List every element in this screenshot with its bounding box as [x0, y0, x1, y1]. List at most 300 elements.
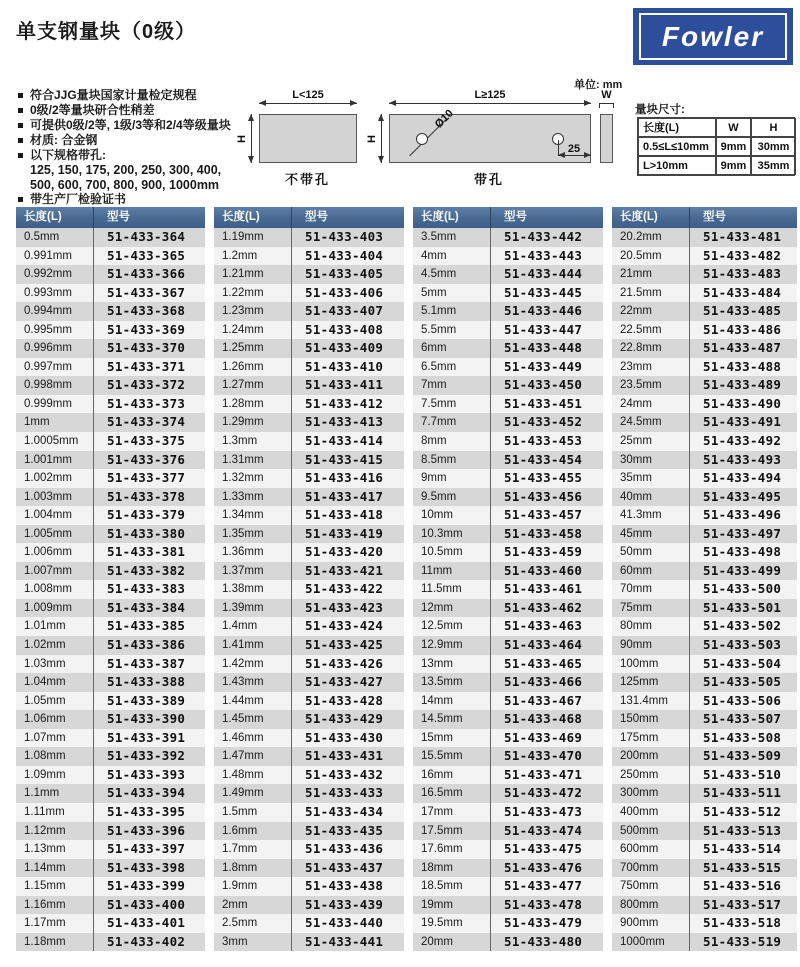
width-dim-label: W [601, 89, 612, 101]
table-row [612, 395, 797, 414]
length-cell: 1.5mm [222, 805, 258, 818]
length-cell: 12.5mm [421, 620, 463, 633]
model-cell: 51-433-513 [689, 822, 797, 841]
length-cell: 22.5mm [620, 323, 662, 336]
fowler-logo [633, 8, 793, 65]
bullet-square-icon [18, 153, 23, 158]
length-cell: 1.37mm [222, 564, 264, 577]
model-cell: 51-433-474 [490, 822, 603, 841]
length-cell: 10.5mm [421, 546, 463, 559]
table-row [214, 358, 404, 377]
model-cell: 51-433-469 [490, 729, 603, 748]
model-cell: 51-433-492 [689, 432, 797, 451]
length-cell: 18.5mm [421, 880, 463, 893]
hole-offset-label: 25 [567, 143, 581, 155]
model-cell: 51-433-454 [490, 451, 603, 470]
length-cell: 4mm [421, 249, 447, 262]
model-cell: 51-433-386 [93, 636, 205, 655]
length-cell: 7.7mm [421, 416, 457, 429]
model-cell: 51-433-484 [689, 284, 797, 303]
table-row [214, 692, 404, 711]
model-cell: 51-433-503 [689, 636, 797, 655]
table-header-row [16, 207, 205, 228]
table-row [612, 840, 797, 859]
table-row [413, 395, 603, 414]
length-cell: 1.08mm [24, 750, 66, 763]
table-row [413, 451, 603, 470]
table-row [214, 580, 404, 599]
length-cell: 7.5mm [421, 397, 457, 410]
feature-text: 0级/2等量块研合性稍差 [30, 103, 155, 117]
model-cell: 51-433-438 [291, 877, 404, 896]
model-cell: 51-433-504 [689, 655, 797, 674]
model-cell: 51-433-501 [689, 599, 797, 618]
length-cell: 9mm [421, 472, 447, 485]
model-cell: 51-433-437 [291, 859, 404, 878]
length-cell: 0.993mm [24, 286, 72, 299]
model-cell: 51-433-456 [490, 488, 603, 507]
length-cell: 1.32mm [222, 472, 264, 485]
model-cell: 51-433-489 [689, 376, 797, 395]
gauge-block-no-hole [259, 114, 357, 163]
model-cell: 51-433-472 [490, 784, 603, 803]
length-cell: 1.47mm [222, 750, 264, 763]
table-row [214, 451, 404, 470]
size-table-title: 量块尺寸: [635, 104, 685, 116]
length-cell: 35mm [620, 472, 652, 485]
length-cell: 13.5mm [421, 676, 463, 689]
length-cell: 800mm [620, 898, 659, 911]
length-cell: 1.31mm [222, 453, 264, 466]
model-cell: 51-433-418 [291, 506, 404, 525]
table-row [214, 469, 404, 488]
model-cell: 51-433-397 [93, 840, 205, 859]
length-cell: 1.11mm [24, 805, 65, 818]
length-cell: 19.5mm [421, 917, 463, 930]
length-cell: 10.3mm [421, 527, 463, 540]
model-cell: 51-433-414 [291, 432, 404, 451]
length-cell: 24.5mm [620, 416, 662, 429]
table-row [214, 488, 404, 507]
length-cell: 1.44mm [222, 694, 264, 707]
table-row [16, 784, 205, 803]
size-table-cell: 35mm [751, 156, 796, 175]
length-cell: 500mm [620, 824, 659, 837]
model-cell: 51-433-430 [291, 729, 404, 748]
table-row [413, 321, 603, 340]
length-cell: 1.09mm [24, 768, 66, 781]
model-cell: 51-433-406 [291, 284, 404, 303]
table-row [612, 673, 797, 692]
model-cell: 51-433-511 [689, 784, 797, 803]
table-row [612, 599, 797, 618]
product-table-3 [413, 207, 603, 951]
model-cell: 51-433-421 [291, 562, 404, 581]
table-row [612, 655, 797, 674]
table-row [612, 506, 797, 525]
table-row [413, 896, 603, 915]
model-cell: 51-433-433 [291, 784, 404, 803]
hole-diameter-label: Ø10 [432, 107, 456, 131]
model-cell: 51-433-400 [93, 896, 205, 915]
model-cell: 51-433-496 [689, 506, 797, 525]
table-row [214, 432, 404, 451]
length-cell: 1.7mm [222, 843, 258, 856]
table-row [612, 432, 797, 451]
table-row [214, 395, 404, 414]
length-cell: 1.28mm [222, 397, 264, 410]
length-cell: 14mm [421, 694, 453, 707]
model-cell: 51-433-485 [689, 302, 797, 321]
model-cell: 51-433-516 [689, 877, 797, 896]
product-table-4 [612, 207, 797, 951]
table-row [612, 803, 797, 822]
model-cell: 51-433-372 [93, 376, 205, 395]
table-row [413, 339, 603, 358]
table-row [214, 506, 404, 525]
size-table-cell: L>10mm [638, 156, 716, 175]
table-row [612, 376, 797, 395]
table-row [214, 710, 404, 729]
model-cell: 51-433-451 [490, 395, 603, 414]
length-cell: 1.12mm [24, 824, 66, 837]
model-cell: 51-433-468 [490, 710, 603, 729]
model-cell: 51-433-407 [291, 302, 404, 321]
feature-text: 可提供0级/2等, 1级/3等和2/4等级量块 [30, 118, 231, 132]
length-cell: 1.34mm [222, 509, 264, 522]
length-cell: 12.9mm [421, 639, 463, 652]
length-cell: 131.4mm [620, 694, 668, 707]
length-cell: 1.29mm [222, 416, 264, 429]
dimension-line [381, 114, 382, 163]
model-cell: 51-433-515 [689, 859, 797, 878]
model-cell: 51-433-388 [93, 673, 205, 692]
model-cell: 51-433-445 [490, 284, 603, 303]
length-cell: 1.16mm [24, 898, 66, 911]
model-cell: 51-433-432 [291, 766, 404, 785]
model-cell: 51-433-412 [291, 395, 404, 414]
table-row [214, 228, 404, 247]
length-cell: 1.18mm [24, 935, 66, 948]
bullet-square-icon [18, 108, 23, 113]
fowler-logo-border [639, 13, 787, 60]
model-cell: 51-433-518 [689, 914, 797, 933]
length-cell: 1.01mm [24, 620, 66, 633]
length-cell: 1.19mm [222, 231, 264, 243]
length-cell: 0.997mm [24, 360, 72, 373]
feature-item [16, 103, 254, 118]
length-cell: 1.9mm [222, 880, 258, 893]
model-cell: 51-433-470 [490, 747, 603, 766]
model-cell: 51-433-382 [93, 562, 205, 581]
length-cell: 0.5mm [24, 231, 60, 243]
model-cell: 51-433-395 [93, 803, 205, 822]
length-cell: 1.06mm [24, 713, 66, 726]
length-cell: 1.001mm [24, 453, 72, 466]
model-cell: 51-433-473 [490, 803, 603, 822]
length-cell: 75mm [620, 601, 652, 614]
length-cell: 1.002mm [24, 472, 72, 485]
model-cell: 51-433-415 [291, 451, 404, 470]
bullet-square-icon [18, 138, 23, 143]
model-cell: 51-433-387 [93, 655, 205, 674]
table-row [16, 228, 205, 247]
size-table-header: H [751, 118, 796, 137]
table-row [612, 914, 797, 933]
length-cell: 1.3mm [222, 435, 258, 448]
table-row [16, 729, 205, 748]
table-row [16, 599, 205, 618]
table-row [413, 432, 603, 451]
table-row [16, 413, 205, 432]
table-row [413, 562, 603, 581]
table-row [612, 877, 797, 896]
model-cell: 51-433-486 [689, 321, 797, 340]
model-cell: 51-433-426 [291, 655, 404, 674]
model-cell: 51-433-460 [490, 562, 603, 581]
table-row [413, 525, 603, 544]
size-table-cell: 9mm [716, 156, 751, 175]
length-cell: 1.02mm [24, 639, 66, 652]
table-row [214, 339, 404, 358]
table-row [16, 803, 205, 822]
length-cell: 17.6mm [421, 843, 463, 856]
length-cell: 1.0005mm [24, 435, 79, 448]
length-cell: 0.996mm [24, 342, 72, 355]
length-cell: 1.26mm [222, 360, 264, 373]
model-cell: 51-433-464 [490, 636, 603, 655]
size-table-cell: 0.5≤L≤10mm [638, 137, 716, 156]
length-cell: 0.991mm [24, 249, 72, 262]
column-header-length: 长度(L) [421, 211, 459, 223]
height-dim-label: H [365, 135, 378, 143]
length-cell: 1.4mm [222, 620, 258, 633]
table-row [413, 302, 603, 321]
feature-text: 带生产厂检验证书 [30, 192, 127, 206]
length-cell: 8.5mm [421, 453, 457, 466]
table-header-row [612, 207, 797, 228]
model-cell: 51-433-477 [490, 877, 603, 896]
length-cell: 125mm [620, 676, 659, 689]
table-row [612, 617, 797, 636]
dimension-line [389, 103, 591, 104]
length-cell: 1.15mm [24, 880, 66, 893]
length-cell: 1.008mm [24, 583, 72, 596]
model-cell: 51-433-467 [490, 692, 603, 711]
model-cell: 51-433-442 [490, 228, 603, 247]
model-cell: 51-433-374 [93, 413, 205, 432]
table-row [413, 228, 603, 247]
length-cell: 5.5mm [421, 323, 457, 336]
length-cell: 20.5mm [620, 249, 662, 262]
model-cell: 51-433-401 [93, 914, 205, 933]
length-cell: 700mm [620, 861, 659, 874]
model-cell: 51-433-480 [490, 933, 603, 952]
length-cell: 1mm [24, 416, 50, 429]
column-header-length: 长度(L) [222, 211, 260, 223]
model-cell: 51-433-497 [689, 525, 797, 544]
table-body [16, 228, 205, 951]
dimension-line [599, 103, 614, 108]
size-table [637, 117, 795, 176]
length-cell: 40mm [620, 490, 652, 503]
model-cell: 51-433-440 [291, 914, 404, 933]
length-cell: 100mm [620, 657, 659, 670]
model-cell: 51-433-369 [93, 321, 205, 340]
hole-sizes-line: 125, 150, 175, 200, 250, 300, 400, [30, 163, 222, 177]
length-cell: 1.42mm [222, 657, 264, 670]
dimension-line [251, 114, 252, 163]
length-cell: 1.23mm [222, 305, 264, 318]
model-cell: 51-433-507 [689, 710, 797, 729]
length-cell: 45mm [620, 527, 652, 540]
model-cell: 51-433-443 [490, 247, 603, 266]
model-cell: 51-433-441 [291, 933, 404, 952]
length-cell: 1.27mm [222, 379, 264, 392]
model-cell: 51-433-368 [93, 302, 205, 321]
no-hole-caption: 不带孔 [285, 172, 331, 187]
length-cell: 17mm [421, 805, 453, 818]
column-header-model: 型号 [689, 207, 797, 228]
model-cell: 51-433-475 [490, 840, 603, 859]
model-cell: 51-433-428 [291, 692, 404, 711]
length-cell: 6.5mm [421, 360, 457, 373]
table-row [612, 339, 797, 358]
model-cell: 51-433-493 [689, 451, 797, 470]
model-cell: 51-433-483 [689, 265, 797, 284]
feature-item [16, 118, 254, 133]
model-cell: 51-433-490 [689, 395, 797, 414]
length-cell: 175mm [620, 731, 659, 744]
feature-text: 以下规格带孔: [30, 148, 106, 162]
table-row [214, 877, 404, 896]
model-cell: 51-433-379 [93, 506, 205, 525]
table-row [16, 673, 205, 692]
length-cell: 25mm [620, 435, 652, 448]
model-cell: 51-433-373 [93, 395, 205, 414]
model-cell: 51-433-403 [291, 228, 404, 247]
table-row [16, 766, 205, 785]
table-row [612, 747, 797, 766]
length-cell: 8mm [421, 435, 447, 448]
table-row [612, 488, 797, 507]
length-cell: 1.005mm [24, 527, 72, 540]
model-cell: 51-433-370 [93, 339, 205, 358]
length-cell: 23mm [620, 360, 652, 373]
length-cell: 0.998mm [24, 379, 72, 392]
model-cell: 51-433-393 [93, 766, 205, 785]
table-row [16, 617, 205, 636]
length-cell: 6mm [421, 342, 447, 355]
model-cell: 51-433-494 [689, 469, 797, 488]
length-cell: 20.2mm [620, 231, 662, 243]
model-cell: 51-433-435 [291, 822, 404, 841]
table-row [16, 543, 205, 562]
table-body [214, 228, 404, 951]
table-row [612, 636, 797, 655]
model-cell: 51-433-375 [93, 432, 205, 451]
model-cell: 51-433-429 [291, 710, 404, 729]
feature-item [16, 133, 254, 148]
model-cell: 51-433-434 [291, 803, 404, 822]
model-cell: 51-433-377 [93, 469, 205, 488]
length-cell: 1.48mm [222, 768, 264, 781]
table-row [214, 599, 404, 618]
length-cell: 0.994mm [24, 305, 72, 318]
table-row [413, 933, 603, 952]
model-cell: 51-433-452 [490, 413, 603, 432]
length-cell: 15mm [421, 731, 453, 744]
model-cell: 51-433-471 [490, 766, 603, 785]
table-row [214, 766, 404, 785]
table-row [16, 877, 205, 896]
table-row [413, 877, 603, 896]
model-cell: 51-433-394 [93, 784, 205, 803]
length-cell: 15.5mm [421, 750, 463, 763]
table-row [612, 729, 797, 748]
model-cell: 51-433-488 [689, 358, 797, 377]
table-row [214, 525, 404, 544]
model-cell: 51-433-457 [490, 506, 603, 525]
length-cell: 2.5mm [222, 917, 258, 930]
length-cell: 5mm [421, 286, 447, 299]
table-row [413, 265, 603, 284]
length-cell: 17.5mm [421, 824, 463, 837]
length-cell: 1.03mm [24, 657, 66, 670]
length-cell: 1.41mm [222, 639, 264, 652]
table-row [16, 506, 205, 525]
hole-sizes-line: 500, 600, 700, 800, 900, 1000mm [30, 177, 220, 192]
table-row [16, 451, 205, 470]
model-cell: 51-433-448 [490, 339, 603, 358]
model-cell: 51-433-378 [93, 488, 205, 507]
length-cell: 1.05mm [24, 694, 66, 707]
length-cell: 1.46mm [222, 731, 264, 744]
table-row [214, 321, 404, 340]
model-cell: 51-433-424 [291, 617, 404, 636]
model-cell: 51-433-453 [490, 432, 603, 451]
table-row [413, 506, 603, 525]
table-row [413, 803, 603, 822]
length-cell: 250mm [620, 768, 659, 781]
size-table-cell: 30mm [751, 137, 796, 156]
length-cell: 900mm [620, 917, 659, 930]
model-cell: 51-433-439 [291, 896, 404, 915]
length-cell: 1.009mm [24, 601, 72, 614]
model-cell: 51-433-462 [490, 599, 603, 618]
length-cell: 4.5mm [421, 268, 457, 281]
length-cell: 21mm [620, 268, 652, 281]
table-row [214, 543, 404, 562]
length-cell: 1.1mm [24, 787, 60, 800]
table-row [16, 747, 205, 766]
length-cell: 11mm [421, 564, 453, 577]
model-cell: 51-433-392 [93, 747, 205, 766]
table-row [16, 376, 205, 395]
table-row [413, 358, 603, 377]
table-row [612, 822, 797, 841]
length-cell: 600mm [620, 843, 659, 856]
table-row [413, 784, 603, 803]
table-row [612, 562, 797, 581]
feature-text: 符合JJG量块国家计量检定规程 [30, 88, 197, 102]
length-cell: 3.5mm [421, 231, 457, 243]
model-cell: 51-433-396 [93, 822, 205, 841]
model-cell: 51-433-410 [291, 358, 404, 377]
length-cell: 3mm [222, 935, 248, 948]
table-row [214, 914, 404, 933]
length-cell: 1.13mm [24, 843, 66, 856]
